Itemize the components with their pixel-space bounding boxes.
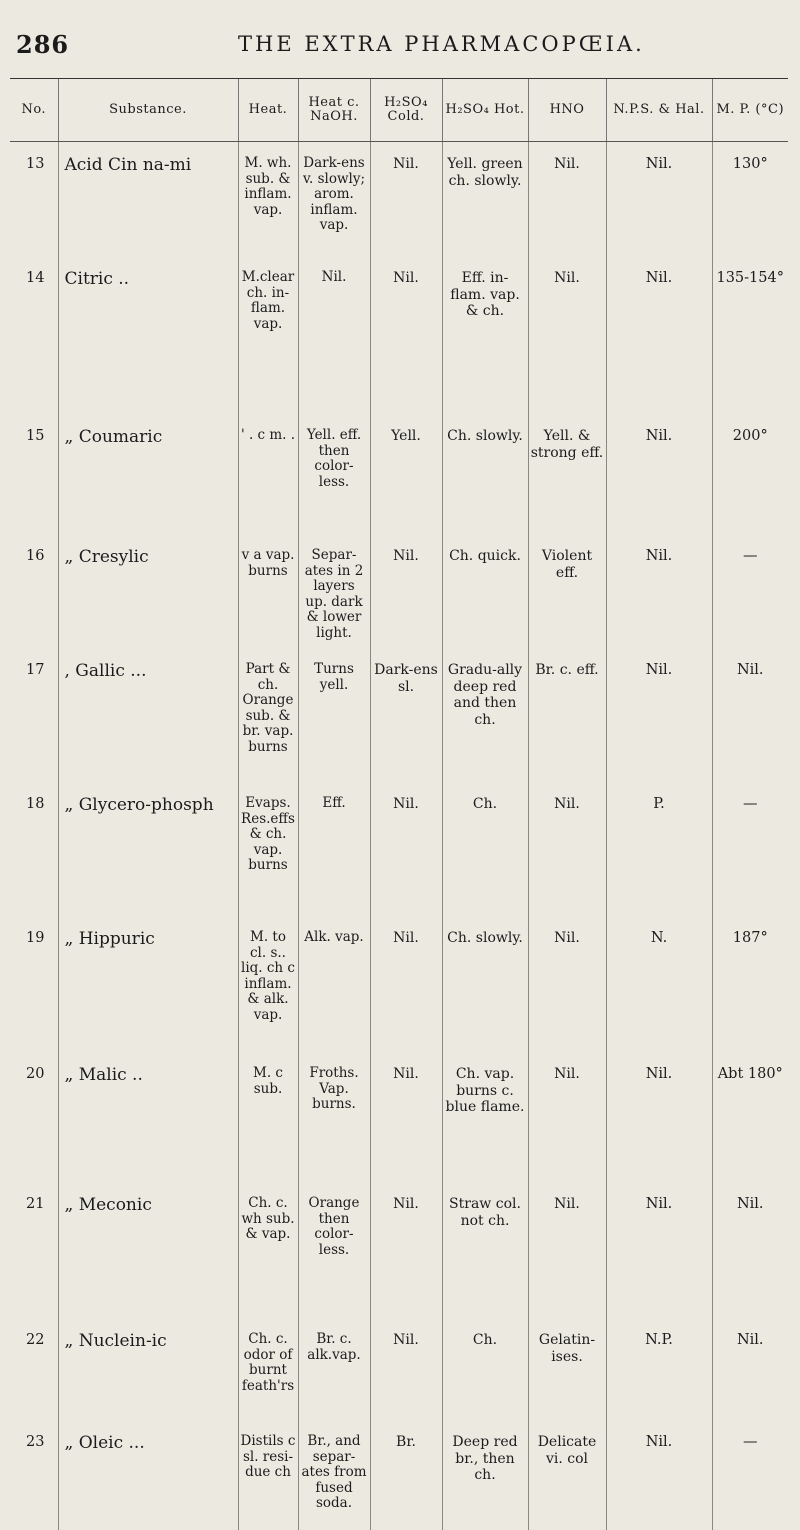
cell-substance: Acid Cin na-mi xyxy=(58,142,238,257)
cell-heat-naoh: Br., and separ-ates from fused soda. xyxy=(298,1420,370,1530)
cell-heat-naoh: Alk. vap. xyxy=(298,916,370,1052)
cell-no: 18 xyxy=(26,796,45,812)
table-row xyxy=(10,648,788,782)
cell-no: 23 xyxy=(26,1434,45,1450)
cell-substance: „ Oleic ... xyxy=(58,1420,238,1530)
column-header-h2so4-cold: H₂SO₄ Cold. xyxy=(370,79,442,142)
column-header-no: No. xyxy=(10,79,58,142)
cell-hno: Nil. xyxy=(528,1182,606,1318)
table-row xyxy=(10,1420,788,1530)
cell-hno: Nil. xyxy=(528,256,606,414)
cell-substance: Citric .. xyxy=(58,256,238,414)
cell-heat: Evaps. Res.effs & ch. vap. burns xyxy=(238,782,298,916)
cell-mp: 130° xyxy=(712,142,788,257)
cell-no: 17 xyxy=(26,662,45,678)
cell-heat: M. c sub. xyxy=(238,1052,298,1182)
cell-heat-naoh: Orange then color-less. xyxy=(298,1182,370,1318)
cell-heat-naoh: Turns yell. xyxy=(298,648,370,782)
cell-heat: Part & ch. Orange sub. & br. vap. burns xyxy=(238,648,298,782)
cell-mp: — xyxy=(712,1420,788,1530)
column-header-mp: M. P. (°C) xyxy=(712,79,788,142)
table-row xyxy=(10,1052,788,1182)
table-row xyxy=(10,916,788,1052)
table-row xyxy=(10,534,788,648)
cell-heat: M. to cl. s.. liq. ch c inflam. & alk. vap. xyxy=(238,916,298,1052)
table-row xyxy=(10,1182,788,1318)
cell-h2so4-hot: Gradu-ally deep red and then ch. xyxy=(442,648,528,782)
table-row xyxy=(10,256,788,414)
cell-mp: Nil. xyxy=(712,1318,788,1420)
cell-nps: Nil. xyxy=(606,1420,712,1530)
cell-substance: „ Glycero-phosph xyxy=(58,782,238,916)
cell-h2so4-hot: Yell. green ch. slowly. xyxy=(442,142,528,257)
cell-heat: Ch. c. wh sub. & vap. xyxy=(238,1182,298,1318)
cell-h2so4-cold: Yell. xyxy=(370,414,442,534)
cell-h2so4-hot: Straw col. not ch. xyxy=(442,1182,528,1318)
cell-nps: N.P. xyxy=(606,1318,712,1420)
cell-hno: Nil. xyxy=(528,782,606,916)
cell-h2so4-hot: Ch. xyxy=(442,1318,528,1420)
cell-h2so4-hot: Ch. xyxy=(442,782,528,916)
cell-hno: Yell. & strong eff. xyxy=(528,414,606,534)
cell-h2so4-cold: Dark-ens sl. xyxy=(370,648,442,782)
cell-nps: N. xyxy=(606,916,712,1052)
cell-heat: Distils c sl. resi-due ch xyxy=(238,1420,298,1530)
cell-substance: „ Coumaric xyxy=(58,414,238,534)
cell-heat: Ch. c. odor of burnt feath'rs xyxy=(238,1318,298,1420)
cell-nps: Nil. xyxy=(606,534,712,648)
cell-mp: — xyxy=(712,534,788,648)
cell-mp: 135-154° xyxy=(712,256,788,414)
cell-heat-naoh: Dark-ens v. slowly; arom. inflam. vap. xyxy=(298,142,370,257)
column-header-h2so4-hot: H₂SO₄ Hot. xyxy=(442,79,528,142)
page-header xyxy=(0,0,800,78)
cell-nps: P. xyxy=(606,782,712,916)
cell-h2so4-hot: Ch. quick. xyxy=(442,534,528,648)
cell-no: 22 xyxy=(26,1332,45,1348)
column-header-substance: Substance. xyxy=(58,79,238,142)
cell-mp: Nil. xyxy=(712,648,788,782)
column-header-heat: Heat. xyxy=(238,79,298,142)
cell-h2so4-cold: Nil. xyxy=(370,1052,442,1182)
page-number: 286 xyxy=(16,30,70,59)
cell-nps: Nil. xyxy=(606,648,712,782)
cell-hno: Br. c. eff. xyxy=(528,648,606,782)
cell-no: 16 xyxy=(26,548,45,564)
column-header-nps: N.P.S. & Hal. xyxy=(606,79,712,142)
cell-no: 14 xyxy=(26,270,45,286)
cell-nps: Nil. xyxy=(606,142,712,257)
cell-h2so4-hot: Ch. slowly. xyxy=(442,414,528,534)
cell-heat: v a vap. burns xyxy=(238,534,298,648)
cell-heat-naoh: Nil. xyxy=(298,256,370,414)
cell-heat: ' . c m. . xyxy=(238,414,298,534)
cell-no: 21 xyxy=(26,1196,45,1212)
cell-nps: Nil. xyxy=(606,1182,712,1318)
cell-h2so4-hot: Deep red br., then ch. xyxy=(442,1420,528,1530)
cell-hno: Gelatin-ises. xyxy=(528,1318,606,1420)
running-title: THE EXTRA PHARMACOPŒIA. xyxy=(238,32,645,56)
cell-h2so4-hot: Ch. slowly. xyxy=(442,916,528,1052)
cell-substance: „ Hippuric xyxy=(58,916,238,1052)
cell-nps: Nil. xyxy=(606,256,712,414)
cell-hno: Violent eff. xyxy=(528,534,606,648)
cell-mp: Abt 180° xyxy=(712,1052,788,1182)
cell-mp: Nil. xyxy=(712,1182,788,1318)
table-header-row xyxy=(10,79,788,142)
cell-nps: Nil. xyxy=(606,1052,712,1182)
cell-h2so4-hot: Eff. in-flam. vap. & ch. xyxy=(442,256,528,414)
cell-h2so4-cold: Nil. xyxy=(370,534,442,648)
column-header-heat-naoh: Heat c. NaOH. xyxy=(298,79,370,142)
cell-no: 20 xyxy=(26,1066,45,1082)
cell-h2so4-cold: Nil. xyxy=(370,1182,442,1318)
table-row xyxy=(10,782,788,916)
cell-mp: 187° xyxy=(712,916,788,1052)
cell-heat-naoh: Yell. eff. then color-less. xyxy=(298,414,370,534)
cell-heat: M.clear ch. in-flam. vap. xyxy=(238,256,298,414)
cell-heat: M. wh. sub. & inflam. vap. xyxy=(238,142,298,257)
cell-h2so4-cold: Br. xyxy=(370,1420,442,1530)
cell-no: 19 xyxy=(26,930,45,946)
cell-heat-naoh: Eff. xyxy=(298,782,370,916)
cell-no: 15 xyxy=(26,428,45,444)
cell-nps: Nil. xyxy=(606,414,712,534)
table-row xyxy=(10,142,788,257)
cell-substance: , Gallic ... xyxy=(58,648,238,782)
cell-heat-naoh: Br. c. alk.vap. xyxy=(298,1318,370,1420)
table-row xyxy=(10,1318,788,1420)
cell-mp: — xyxy=(712,782,788,916)
cell-h2so4-cold: Nil. xyxy=(370,782,442,916)
cell-substance: „ Meconic xyxy=(58,1182,238,1318)
cell-h2so4-cold: Nil. xyxy=(370,1318,442,1420)
cell-h2so4-cold: Nil. xyxy=(370,256,442,414)
cell-h2so4-cold: Nil. xyxy=(370,142,442,257)
cell-hno: Nil. xyxy=(528,1052,606,1182)
cell-hno: Delicate vi. col xyxy=(528,1420,606,1530)
cell-mp: 200° xyxy=(712,414,788,534)
cell-heat-naoh: Separ-ates in 2 layers up. dark & lower light. xyxy=(298,534,370,648)
table-row xyxy=(10,414,788,534)
cell-h2so4-hot: Ch. vap. burns c. blue flame. xyxy=(442,1052,528,1182)
column-header-hno: HNO xyxy=(528,79,606,142)
substance-reactions-table xyxy=(10,78,788,1530)
cell-hno: Nil. xyxy=(528,142,606,257)
cell-no: 13 xyxy=(26,156,45,172)
cell-substance: „ Nuclein-ic xyxy=(58,1318,238,1420)
cell-h2so4-cold: Nil. xyxy=(370,916,442,1052)
cell-heat-naoh: Froths. Vap. burns. xyxy=(298,1052,370,1182)
cell-substance: „ Cresylic xyxy=(58,534,238,648)
cell-hno: Nil. xyxy=(528,916,606,1052)
cell-substance: „ Malic .. xyxy=(58,1052,238,1182)
